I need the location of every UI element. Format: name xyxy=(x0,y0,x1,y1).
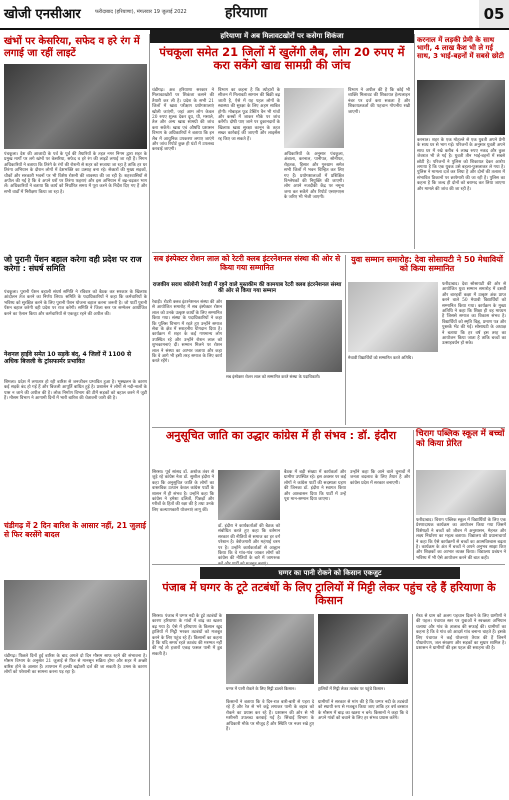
section-rule xyxy=(152,427,505,428)
congress-body-col-4: उन्होंने कहा कि आने वाले चुनावों में जनता बदलाव के लिए तैयार है और कांग्रेस प्रदेश में सरकार बनाएगी। xyxy=(350,470,410,486)
story-body: चंडीगढ़। पिछले दिनों हुई बारिश के बाद अगले दो दिन मौसम साफ रहने की संभावना है। मौसम विभाग के अनुसार 21 जुलाई से फिर से मानसून सक्रिय होगा और शहर में अच्छी बारिश होने के आसार हैं। तापमान में हल्की बढ़ोतरी दर्ज की जा सकती है। उमस के कारण लोगों को परेशानी का सामना करना पड़ रहा है। xyxy=(4,654,147,676)
column-rule xyxy=(414,34,415,249)
story-left-bottom xyxy=(4,522,147,539)
banner-left xyxy=(152,255,342,272)
column-rule xyxy=(412,614,413,796)
ghaggar-body-col-2: किसानों ने बताया कि वे दिन-रात बारी-बारी से पहरा दे रहे हैं और रेत से भरे कट्टे लगाकर पानी के बहाव को रोकने का प्रयास कर रहे हैं। प्रशासन की ओर से भी मशीनरी उपलब्ध करवाई गई है। सिंचाई विभाग के अधिकारी मौके पर मौजूद हैं और स्थिति पर नजर रखे हुए हैं। xyxy=(226,700,314,733)
ghaggar-kicker-bar xyxy=(200,567,460,579)
photo-food-lab xyxy=(284,88,344,148)
banner-headline: युवा सम्मान समारोह: देवा सोसायटी ने 50 मेधावियों को किया सम्मानित xyxy=(351,255,503,274)
section-rule xyxy=(152,252,505,253)
story-body: शिमला। प्रदेश में लगातार हो रही बारिश से जनजीवन प्रभावित हुआ है। भूस्खलन के कारण कई सड़कें बंद हो गई हैं और बिजली आपूर्ति बाधित हुई है। प्रशासन ने लोगों से नदी-नालों के पास न जाने की अपील की है। लोक निर्माण विभाग की टीमें सड़कों को बहाल करने में जुटी हैं। मौसम विभाग ने आगामी दिनों में भारी बारिश की चेतावनी जारी की है। xyxy=(4,380,147,402)
congress-body-col-3: बैठक में बड़ी संख्या में कार्यकर्ता और ग्रामीण उपस्थित रहे। इस अवसर पर कई लोगों ने कांग्रेस पार्टी की सदस्यता ग्रहण की जिनका डॉ. इंदौरा ने स्वागत किया और आश्वासन दिया कि पार्टी में उन्हें पूरा मान-सम्मान दिया जाएगा। xyxy=(284,470,346,503)
photo-tractor-trolleys xyxy=(318,614,408,684)
award-story xyxy=(152,282,342,295)
congress-body-col-2: डॉ. इंदौरा ने कार्यकर्ताओं की बैठक को संबोधित करते हुए कहा कि वर्तमान सरकार की नीतियों से समाज का हर वर्ग परेशान है। बेरोजगारी और महंगाई चरम पर है। उन्होंने कार्यकर्ताओं से आह्वान किया कि वे गांव-गांव जाकर लोगों को कांग्रेस की नीतियों के बारे में जागरूक xyxy=(218,524,280,562)
ghaggar-headline: पंजाब में घग्गर के टूटे तटबंधों के लिए ट्रालियों में मिट्टी लेकर पहुंच रहे हैं हरियाणा के किसान xyxy=(162,581,496,607)
story-body: फरीदाबाद। चिराग पब्लिक स्कूल में विद्यार्थियों के लिए एक प्रेरणादायक कार्यक्रम का आयोजन किया गया जिसमें विशेषज्ञों ने बच्चों को जीवन में अनुशासन, मेहनत और लक्ष्य निर्धारण का महत्व बताया। विद्यालय की प्रधानाचार्या ने कहा कि ऐसे कार्यक्रमों से बच्चों का आत्मविश्वास बढ़ता है। कार्यक्रम के अंत में बच्चों ने अपने अनुभव साझा किए और शिक्षकों का आभार व्यक्त किया। विद्यालय प्रबंधन ने भविष्य में भी ऐसे आयोजन करने की बात कही। xyxy=(416,518,506,561)
photo-girl xyxy=(417,80,505,135)
column-rule xyxy=(345,255,346,425)
story-left-mid xyxy=(4,255,147,273)
column-rule xyxy=(149,34,150,796)
story-body: करनाल। शहर के एक मोहल्ले से एक युवती अपने प्रेमी के साथ घर से भाग गई। परिजनों के अनुसार युवती अपने साथ घर में रखे करीब 4 लाख रुपए नकद और कुछ जेवरात भी ले गई है। युवती तीन भाई-बहनों में सबसे छोटी है। परिजनों ने पुलिस को शिकायत देकर आरोप लगाया है कि एक युवक उसे बहला-फुसलाकर ले गया है। पुलिस ने मामला दर्ज कर लिया है और दोनों की तलाश में संभावित ठिकानों पर छापेमारी की जा रही है। पुलिस का कहना है कि जल्द ही दोनों को बरामद कर लिया जाएगा और मामले की जांच की जा रही है। xyxy=(417,138,505,192)
headline: जो पुरानी पेंशन बहाल करेगा वही प्रदेश पर राज करेगा : संघर्ष समिति xyxy=(4,255,142,274)
ghaggar-body-col-3: ग्रामीणों ने सरकार से मांग की है कि घग्गर नदी के तटबंधों को स्थायी रूप से मजबूत किया जाए ताकि हर वर्ष बरसात के मौसम में बाढ़ का खतरा न बने। किसानों ने कहा कि वे अपने गांवों को बचाने के लिए हर संभव प्रयास करेंगे। xyxy=(318,700,408,722)
dateline: फरीदाबाद (हरियाणा), मंगलवार 19 जुलाई 2022 xyxy=(95,9,187,15)
ghaggar-kicker: घग्गर का पानी रोकने को किसान एकजुट xyxy=(278,569,382,577)
headline: चंडीगढ़ में 2 दिन बारिश के आसार नहीं, 21 जुलाई से फिर बरसेंगे बादल xyxy=(4,521,146,539)
photo-ghaggar-embankment xyxy=(226,614,314,684)
photo-caption: ट्रालियों में मिट्टी लेकर तटबंध पर पहुंचे किसान। xyxy=(318,686,385,691)
story-body: रेवाड़ी। रोटरी क्लब इंटरनेशनल संस्था की ओर से आयोजित समारोह में सब इंस्पेक्टर रोशन लाल को उनके उत्कृष्ट कार्यों के लिए सम्मानित किया गया। संस्था के पदाधिकारियों ने कहा कि पुलिस विभाग में रहते हुए उन्होंने समाज सेवा के क्षेत्र में सराहनीय योगदान दिया है। कार्यक्रम में शहर के कई गणमान्य लोग उपस्थित रहे और उन्होंने रोशन लाल को शुभकामनाएं दीं। सम्मान मिलने पर रोशन लाल ने संस्था का आभार जताया और कहा कि वे आगे भी इसी तरह समाज के लिए कार्य करते रहेंगे। xyxy=(152,300,222,365)
photo-caption: मेधावी विद्यार्थियों को सम्मानित करते अतिथि। xyxy=(348,355,413,360)
banner-right xyxy=(348,255,506,273)
photo-congress-leader xyxy=(218,470,280,520)
lead-kicker: हरियाणा में अब मिलावटखोरों पर कसेगा शिकंजा xyxy=(220,32,344,40)
photo-caption: घग्गर में पानी रोकने के लिए मिट्टी डालते किसान। xyxy=(226,686,296,691)
photo-rain-clouds xyxy=(4,580,147,650)
story-body: पंचकूला। पुरानी पेंशन बहाली संघर्ष समिति ने रविवार को बैठक कर सरकार के खिलाफ आंदोलन तेज करने का निर्णय लिया। समिति के पदाधिकारियों ने कहा कि कर्मचारियों के भविष्य को सुरक्षित करने के लिए पुरानी पेंशन योजना बहाल करना जरूरी है। जो पार्टी पुरानी पेंशन बहाल करेगी वही प्रदेश पर राज करेगी। समिति ने जिला स्तर पर सम्मेलन आयोजित करने का ऐलान किया और कर्मचारियों से एकजुट रहने की अपील की। xyxy=(4,290,147,317)
banner-headline: सब इंस्पेक्टर रोशन लाल को रेटरी क्लब इंटरनेशनल संस्था की ओर से किया गया सम्मानित xyxy=(153,254,341,272)
lead-body-col-2: विभाग का कहना है कि त्योहारों के सीजन में मिलावटी सामान की बिक्री बढ़ जाती है, ऐसे में यह पहल लोगों के स्वास्थ्य की सुरक्षा के लिए अहम साबित होगी। मोबाइल फूड टेस्टिंग वैन भी गांवों और कस्बों में जाकर मौके पर जांच करेंगी। दोषी पाए जाने पर दुकानदारों के खिलाफ खाद्य सुरक्षा कानून के तहत सख्त कार्रवाई की जाएगी और लाइसेंस रद्द किए जा सकते हैं। xyxy=(218,88,280,142)
page-number: 05 xyxy=(479,0,509,28)
story-right-top xyxy=(417,36,505,60)
section-rule xyxy=(152,564,505,565)
lead-body-col-4: विभाग ने अपील की है कि कोई भी व्यक्ति मिलावट की शिकायत हेल्पलाइन नंबर पर दर्ज करा सकता है और शिकायतकर्ता की पहचान गोपनीय रखी जाएगी। xyxy=(348,88,410,115)
story-body: पंचकूला। देश की आजादी के पर्व के पूर्व की तैयारियों के तहत नगर निगम द्वारा शहर के प्रमुख मार्गों पर लगे खंभों पर केसरिया, सफेद व हरे रंग की लाइटें लगाई जा रही हैं। निगम अधिकारियों ने बताया कि तिरंगे के रंगों की रोशनी से शहर को सजाया जा रहा है ताकि हर घर तिरंगा अभियान के दौरान लोगों में देशभक्ति का उत्साह बना रहे। सेक्टरों की मुख्य सड़कों, चौकों और सरकारी भवनों पर भी विशेष रोशनी की व्यवस्था की जा रही है। शहरवासियों से अपील की गई है कि वे अपने घरों पर तिरंगा फहराएं और इस अभियान में बढ़-चढ़कर भाग लें। अधिकारियों ने बताया कि कार्य को निर्धारित समय में पूरा करने के निर्देश दिए गए हैं और सभी वार्डों में निरीक्षण किया जा रहा है। xyxy=(4,152,147,195)
headline: करनाल में लड़की प्रेमी के साथ भागी, 4 लाख कैश भी ले गई साथ, 3 भाई-बहनों में सबसे छोटी xyxy=(417,36,504,61)
headline: अनुसूचित जाति का उद्धार कांग्रेस में ही संभव : डॉ. इंदौरा xyxy=(165,429,397,442)
photo-award-ceremony xyxy=(226,300,342,372)
school-story xyxy=(416,430,506,450)
section-title: हरियाणा xyxy=(225,5,268,21)
masthead xyxy=(0,0,509,30)
story-left-top xyxy=(4,36,147,59)
ghaggar-story xyxy=(152,582,506,607)
lead-body-col-3: अधिकारियों के अनुसार पंचकूला, अंबाला, करनाल, पानीपत, सोनीपत, रोहतक, हिसार और गुरुग्राम समेत सभी जिलों में भवन चिन्हित कर लिए गए हैं। प्रयोगशालाओं में प्रशिक्षित विश्लेषकों की नियुक्ति की जाएगी। लोग अपने नजदीकी केंद्र पर नमूना जमा कर सकेंगे और रिपोर्ट एसएमएस के जरिए भी भेजी जाएगी। xyxy=(284,152,344,201)
story-right-bottom: मेरठ से ग्राम को अलग पहचान दिलाने के लिए ग्रामीणों ने की पहल। पंचायत स्तर पर युवाओं ने स्वच्छता अभियान चलाया और गांव के तालाब की सफाई की। ग्रामीणों का कहना है कि वे गांव को आदर्श गांव बनाना चाहते हैं। इसके लिए पंचायत ने कई योजनाएं तैयार की हैं जिनमें पौधारोपण, जल संरक्षण और सड़कों का सुधार शामिल है। प्रशासन ने ग्रामीणों की इस पहल की सराहना की है। xyxy=(416,614,506,652)
headline: राजकीय सराय कॉलोनी रेवाड़ी में रहने वाले मुस्तकीम की कामयाब रेटरी क्लब इंटरनेशनल संस्था की ओर से किया गया सम्मान xyxy=(152,282,342,295)
congress-story xyxy=(152,430,410,443)
story-body: फरीदाबाद। देवा सोसायटी की ओर से आयोजित युवा सम्मान समारोह में दसवीं और बारहवीं कक्षा में उत्कृष्ट अंक प्राप्त करने वाले 50 मेधावी विद्यार्थियों को सम्मानित किया गया। कार्यक्रम के मुख्य अतिथि ने कहा कि शिक्षा ही वह माध्यम है जिससे समाज का विकास संभव है। विद्यार्थियों को स्मृति चिह्न, प्रमाण पत्र और पुस्तकें भेंट की गईं। सोसायटी के अध्यक्ष ने बताया कि हर वर्ष इस तरह का आयोजन किया जाता है ताकि बच्चों का उत्साहवर्धन हो सके। xyxy=(442,282,506,347)
photo-street-lights xyxy=(4,64,147,149)
lead-headline: पंचकूला समेत 21 जिलों में खुलेंगी लैब, लोग 20 रुपए में करा सकेंगे खाद्य सामग्री की जांच xyxy=(159,45,405,73)
congress-body-col-1: सिरसा। पूर्व सांसद डॉ. अशोक तंवर से जुड़े रहे कांग्रेस नेता डॉ. सुशील इंदौरा ने कहा कि अनुसूचित जाति के लोगों का वास्तविक उत्थान केवल कांग्रेस पार्टी के शासन में ही संभव है। उन्होंने कहा कि कांग्रेस ने हमेशा दलितों, पिछड़ों और गरीबों के हितों की रक्षा की है तथा उनके लिए कल्याणकारी योजनाएं लागू कीं। xyxy=(152,470,214,513)
story-left-rain xyxy=(4,352,147,366)
headline: चिराग पब्लिक स्कूल में बच्चों को किया प्रेरित xyxy=(416,429,505,449)
newspaper-brand: खोजी एनसीआर xyxy=(4,7,81,22)
column-rule xyxy=(413,430,414,560)
headline: नेशनल हाईवे समेत 10 सड़कें बंद, 4 जिलों में 1100 से अधिक बिजली के ट्रांसफार्मर प्रभावित xyxy=(4,351,132,365)
lead-story xyxy=(152,46,412,72)
photo-school-children xyxy=(416,470,506,515)
photo-youth-felicitation xyxy=(348,282,438,352)
photo-caption: सब इंस्पेक्टर रोशन लाल को सम्मानित करते संस्था के पदाधिकारी। xyxy=(226,374,321,379)
lead-body-col-1: चंडीगढ़। अब हरियाणा सरकार ने मिलावटखोरों पर शिकंजा कसने की तैयारी कर ली है। प्रदेश के सभी 21 जिलों में खाद्य परीक्षण प्रयोगशालाएं खोली जाएंगी, जहां आम लोग केवल 20 रुपए शुल्क देकर दूध, घी, मसाले, तेल और अन्य खाद्य सामग्री की जांच करा सकेंगे। खाद्य एवं औषधि प्रशासन विभाग के अधिकारियों ने बताया कि इन लैब में आधुनिक उपकरण लगाए जाएंगे और जांच रिपोर्ट कुछ ही घंटों में उपलब्ध करवाई जाएगी। xyxy=(152,88,214,153)
ghaggar-body-col-1: सिरसा। पंजाब में घग्गर नदी के टूटे तटबंधों के कारण हरियाणा के गांवों में बाढ़ का खतरा बढ़ गया है। ऐसे में हरियाणा के किसान खुद ट्रालियों में मिट्टी भरकर तटबंधों को मजबूत करने के लिए पहुंच रहे हैं। किसानों का कहना है कि यदि समय रहते तटबंध की मरम्मत नहीं की गई तो हजारों एकड़ फसल पानी में डूब सकती है। xyxy=(152,614,222,657)
headline: खंभों पर केसरिया, सफेद व हरे रंग में लगाई जा रहीं लाइटें xyxy=(4,36,140,59)
lead-kicker-bar xyxy=(150,30,414,43)
